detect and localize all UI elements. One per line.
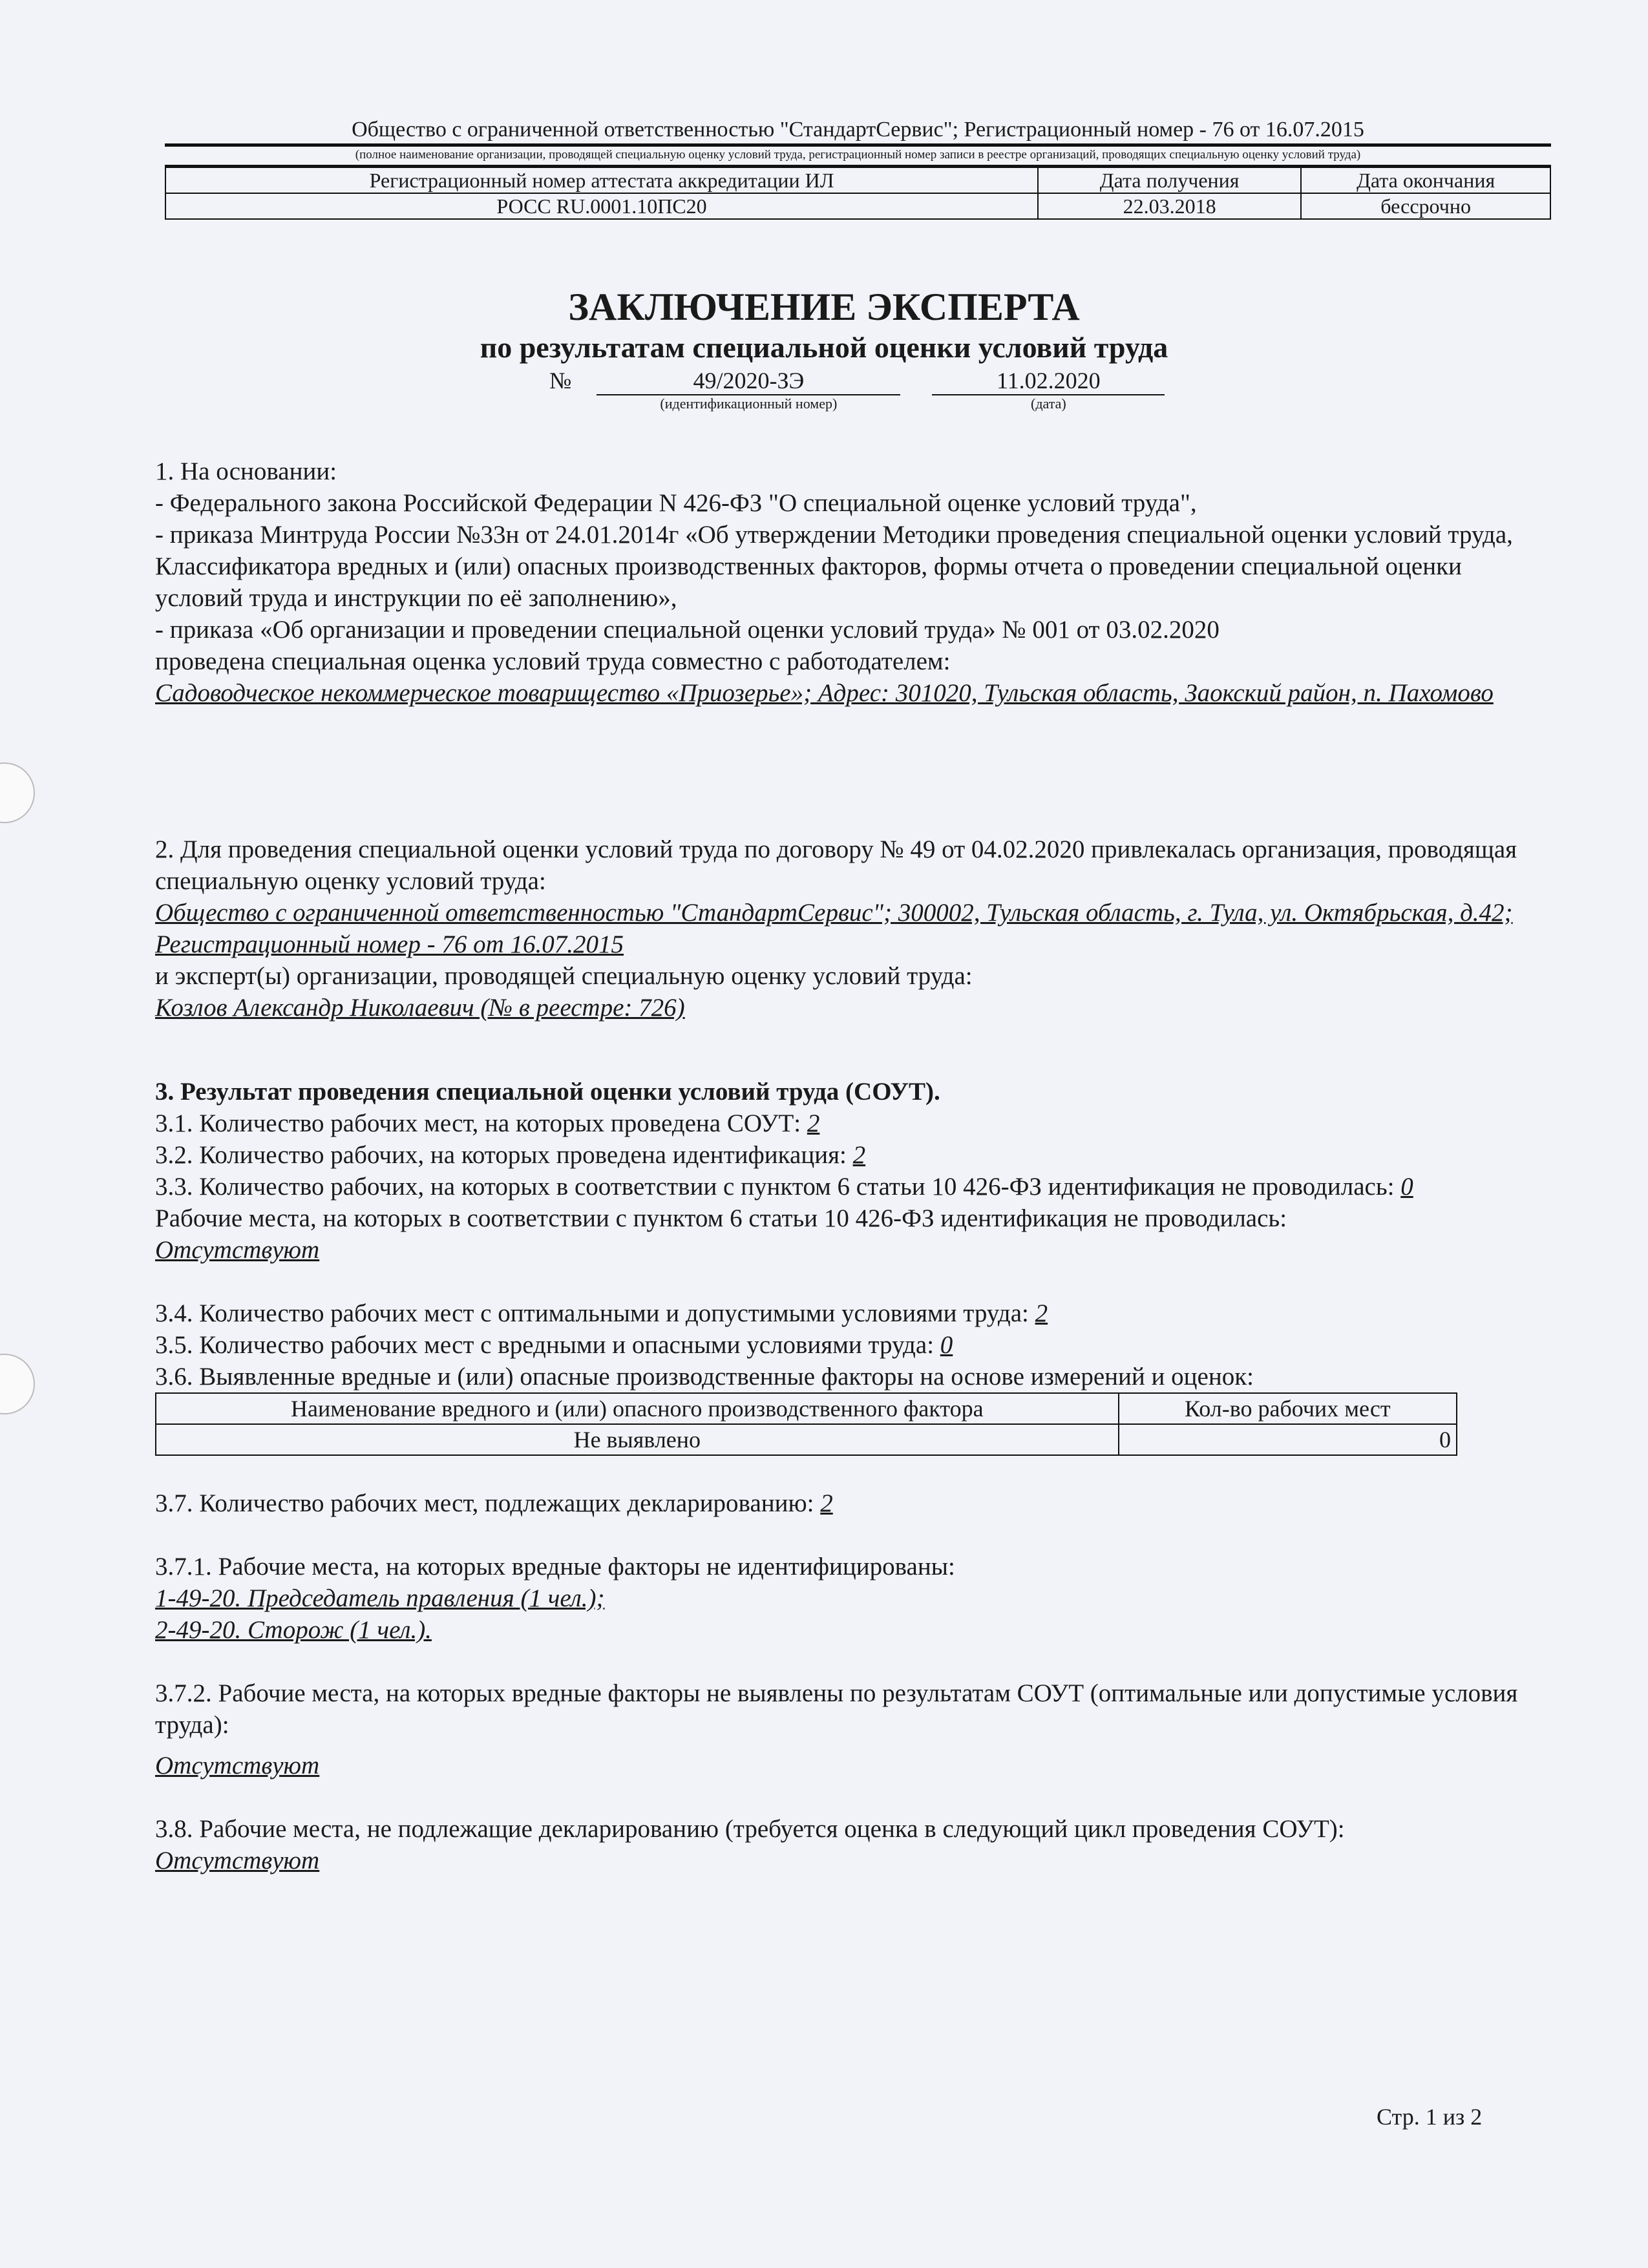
page-number: Стр. 1 из 2 xyxy=(1377,2104,1483,2130)
factor-header: Наименование вредного и (или) опасного производственного фактора xyxy=(156,1393,1119,1424)
document-number-line xyxy=(549,367,1165,414)
count-header: Кол-во рабочих мест xyxy=(1119,1393,1457,1424)
s1-line: - приказа Минтруда России №33н от 24.01.2014г «Об утверждении Методики проведения специальной оценки условий труда, Классификатора вредных и (или) опасных производственных факторов, формы отчета о проведении специальной оценки условий труда и инструкции по её заполнению», xyxy=(155,521,1513,612)
organization-header xyxy=(165,118,1551,220)
p34: 3.4. Количество рабочих мест с оптимальными и допустимыми условиями труда: xyxy=(155,1299,1029,1327)
received-label: Дата получения xyxy=(1038,167,1301,193)
v37: 2 xyxy=(820,1489,833,1517)
punch-hole xyxy=(0,762,35,823)
v38: Отсутствуют xyxy=(155,1847,320,1874)
section-3 xyxy=(155,1076,1532,1876)
end-label: Дата окончания xyxy=(1301,167,1550,193)
expert: Козлов Александр Николаевич (№ в реестре: 726) xyxy=(155,994,685,1022)
document-title xyxy=(0,284,1648,366)
received-value: 22.03.2018 xyxy=(1038,193,1301,219)
punch-hole xyxy=(0,1354,35,1414)
s1-line: проведена специальная оценка условий труда совместно с работодателем: xyxy=(155,647,951,675)
v35: 0 xyxy=(940,1331,953,1359)
v33: 0 xyxy=(1400,1173,1413,1201)
p33b: Рабочие места, на которых в соответствии с пунктом 6 статьи 10 426-ФЗ идентификация не проводилась: xyxy=(155,1204,1287,1232)
count-cell: 0 xyxy=(1119,1424,1457,1455)
factors-table xyxy=(155,1392,1457,1456)
s1-line: 1. На основании: xyxy=(155,457,337,485)
accreditation-table xyxy=(165,167,1551,220)
v372: Отсутствуют xyxy=(155,1752,320,1780)
p372: 3.7.2. Рабочие места, на которых вредные факторы не выявлены по результатам СОУТ (оптимальные или допустимые условия труда): xyxy=(155,1679,1518,1739)
title-sub: по результатам специальной оценки условий труда xyxy=(480,331,1168,364)
section-2 xyxy=(155,834,1532,1024)
workplace-item: 1-49-20. Председатель правления (1 чел.); xyxy=(155,1584,605,1612)
v32: 2 xyxy=(852,1141,866,1169)
p38: 3.8. Рабочие места, не подлежащие декларированию (требуется оценка в следующий цикл проведения СОУТ): xyxy=(155,1815,1345,1843)
p31: 3.1. Количество рабочих мест, на которых проведена СОУТ: xyxy=(155,1109,801,1137)
p36: 3.6. Выявленные вредные и (или) опасные производственные факторы на основе измерений и оценок: xyxy=(155,1363,1254,1391)
v31: 2 xyxy=(807,1109,820,1137)
assessing-organization: Общество с ограниченной ответственностью "СтандартСервис"; 300002, Тульская область, г. Тула, ул. Октябрьская, д.42; Регистрационный номер - 76 от 16.07.2015 xyxy=(155,899,1513,958)
date-caption: (дата) xyxy=(1031,395,1066,412)
end-value: бессрочно xyxy=(1301,193,1550,219)
s1-line: - приказа «Об организации и проведении специальной оценки условий труда» № 001 от 03.02.2020 xyxy=(155,616,1220,644)
s2-text: 2. Для проведения специальной оценки условий труда по договору № 49 от 04.02.2020 привлекалась организация, проводящая специальную оценку условий труда: xyxy=(155,835,1517,895)
p371: 3.7.1. Рабочие места, на которых вредные факторы не идентифицированы: xyxy=(155,1553,955,1580)
document-date: 11.02.2020 xyxy=(932,367,1165,395)
table-row xyxy=(156,1424,1457,1455)
org-name: Общество с ограниченной ответственностью "СтандартСервис"; Регистрационный номер - 76 от 16.07.2015 xyxy=(165,118,1551,147)
p32: 3.2. Количество рабочих, на которых проведена идентификация: xyxy=(155,1141,847,1169)
p37: 3.7. Количество рабочих мест, подлежащих декларированию: xyxy=(155,1489,814,1517)
v33b: Отсутствуют xyxy=(155,1236,320,1264)
s1-line: - Федерального закона Российской Федерации N 426-ФЗ "О специальной оценке условий труда", xyxy=(155,489,1197,517)
org-note: (полное наименование организации, проводящей специальную оценку условий труда, регистрационный номер записи в реестре организаций, проводящих специальную оценку условий труда) xyxy=(165,147,1551,167)
number-caption: (идентификационный номер) xyxy=(660,395,838,412)
s2-experts-text: и эксперт(ы) организации, проводящей специальную оценку условий труда: xyxy=(155,962,973,990)
accr-label: Регистрационный номер аттестата аккредитации ИЛ xyxy=(165,167,1038,193)
workplace-item: 2-49-20. Сторож (1 чел.). xyxy=(155,1616,432,1644)
factor-cell: Не выявлено xyxy=(156,1424,1119,1455)
employer: Садоводческое некоммерческое товарищество «Приозерье»; Адрес: 301020, Тульская область, Заокский район, п. Пахомово xyxy=(155,679,1494,707)
v34: 2 xyxy=(1035,1299,1048,1327)
title-main: ЗАКЛЮЧЕНИЕ ЭКСПЕРТА xyxy=(568,286,1080,328)
number-sign: № xyxy=(549,368,572,394)
accr-value: РОСС RU.0001.10ПС20 xyxy=(165,193,1038,219)
p35: 3.5. Количество рабочих мест с вредными и опасными условиями труда: xyxy=(155,1331,935,1359)
section-1 xyxy=(155,456,1532,709)
s3-heading: 3. Результат проведения специальной оценки условий труда (СОУТ). xyxy=(155,1078,940,1106)
p33: 3.3. Количество рабочих, на которых в соответствии с пунктом 6 статьи 10 426-ФЗ идентификация не проводилась: xyxy=(155,1173,1395,1201)
document-number: 49/2020-ЗЭ xyxy=(597,367,900,395)
